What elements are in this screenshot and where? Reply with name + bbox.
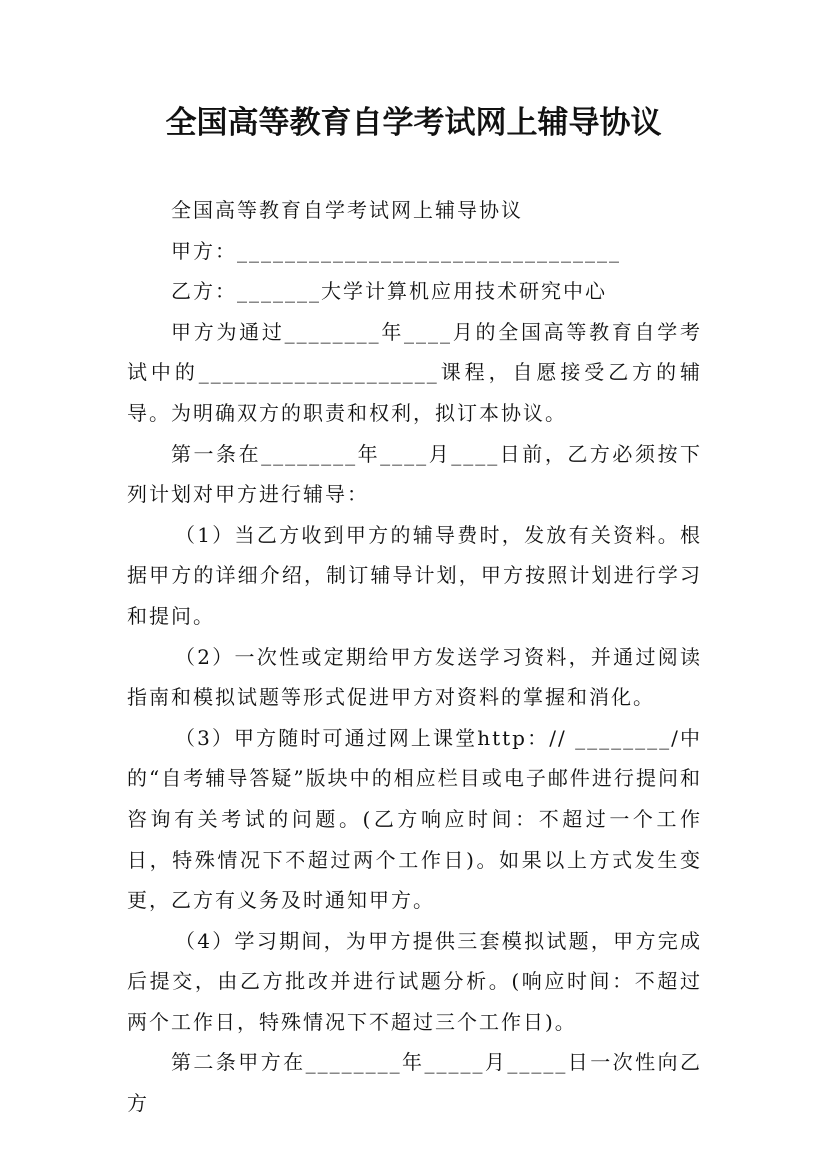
article-one-paragraph: 第一条在________年____月____日前，乙方必须按下列计划对甲方进行辅导： — [127, 441, 702, 507]
article-one-item-1: （1）当乙方收到甲方的辅导费时，发放有关资料。根据甲方的详细介绍，制订辅导计划，甲方按照计划进行学习和提问。 — [127, 522, 702, 628]
agreement-heading-line: 全国高等教育自学考试网上辅导协议 — [171, 198, 523, 222]
party-b-line: 乙方：_______大学计算机应用技术研究中心 — [171, 279, 607, 304]
article-one-item-3: （3）甲方随时可通过网上课堂http：// ________/中的“自考辅导答疑”版块中的相应栏目或电子邮件进行提问和咨询有关考试的问题。(乙方响应时间：不超过一个工作日，特殊情况下不超过两个工作日)。如果以上方式发生变更，乙方有义务及时通知甲方。 — [127, 725, 702, 913]
article-one-item-4: （4）学习期间，为甲方提供三套模拟试题，甲方完成后提交，由乙方批改并进行试题分析。(响应时间：不超过两个工作日，特殊情况下不超过三个工作日)。 — [127, 928, 702, 1034]
document-title: 全国高等教育自学考试网上辅导协议 — [165, 105, 662, 141]
document-body — [127, 190, 702, 1124]
party-a-line: 甲方：________________________________ — [171, 238, 621, 263]
preamble-paragraph: 甲方为通过________年____月的全国高等教育自学考试中的____________________课程，自愿接受乙方的辅导。为明确双方的职责和权利，拟订本协议。 — [127, 319, 702, 425]
article-one-item-2: （2）一次性或定期给甲方发送学习资料，并通过阅读指南和模拟试题等形式促进甲方对资料的掌握和消化。 — [127, 644, 702, 710]
article-two-paragraph: 第二条甲方在________年_____月_____日一次性向乙方 — [127, 1050, 702, 1116]
